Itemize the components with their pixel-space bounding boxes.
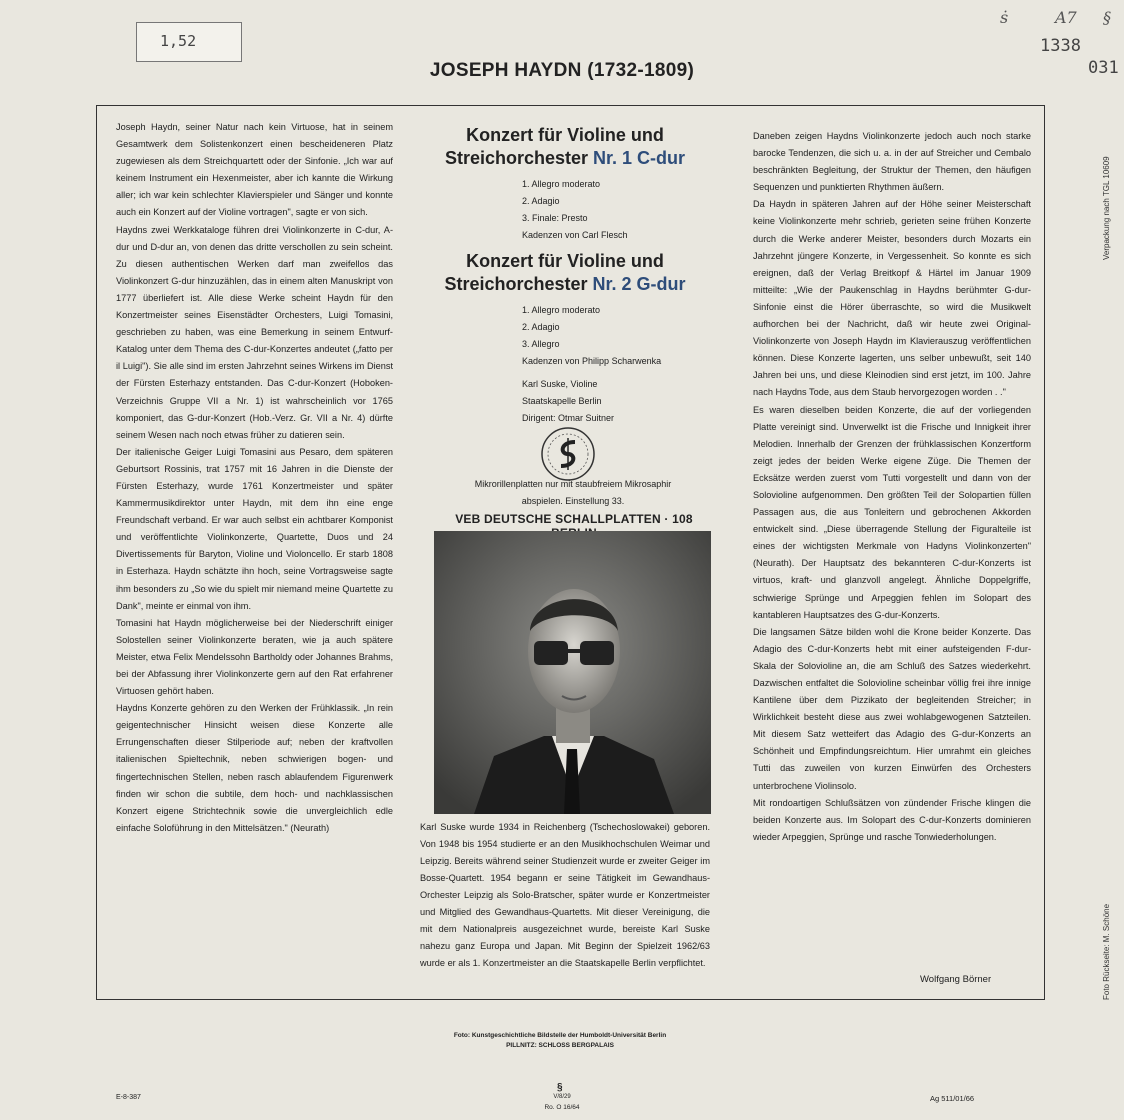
handwritten-mark-2: A7 <box>1055 8 1077 27</box>
concerto1-movement-2: 2. Adagio <box>522 196 560 206</box>
concerto1-cadenzas: Kadenzen von Carl Flesch <box>522 230 628 240</box>
performer-conductor: Dirigent: Otmar Suitner <box>522 413 615 423</box>
concerto1-title <box>420 124 710 170</box>
photo-credit-back: Foto Rückseite: M. Schöne <box>1102 903 1111 1000</box>
footer-right-code: Ag 511/01/66 <box>930 1094 975 1103</box>
right-paragraph-1: Daneben zeigen Haydns Violinkonzerte jedoch auch noch starke barocke Tendenzen, die sich u. a. in der auf Streicher und Cembalo beschränkten Begleitung, der Struktur der Themen, den häufigen Sequenzen und punktierten Rhythmen äußern. <box>753 131 1031 193</box>
artist-bio: Karl Suske wurde 1934 in Reichenberg (Tschechoslowakei) geboren. Von 1948 bis 1954 studierte er an den Musikhochschulen Weimar und Leipzig. Bereits während seiner Studienzeit wurde er zweiter Geiger im Bosse-Quartett. 1954 begann er seine Tätigkeit im Gewandhaus-Orchester Leipzig als Solo-Bratscher, später wurde er Konzertmeister und Mitglied des Gewandhaus-Quartetts. Mit dieser Vereinigung, die mit dem Nationalpreis ausgezeichnet wurde, bereiste Karl Suske nahezu ganz Europa und Japan. Mit Beginn der Spielzeit 1962/63 wurde er als 1. Konzertmeister an die Staatskapelle Berlin verpflichtet. <box>420 822 710 968</box>
label-note: Mikrorillenplatten nur mit staubfreiem Mikrosaphir abspielen. Einstellung 33. <box>474 479 672 506</box>
concerto1-movement-3: 3. Finale: Presto <box>522 213 588 223</box>
concerto1-movement-1: 1. Allegro moderato <box>522 179 601 189</box>
footer-credit-1: Foto: Kunstgeschichtliche Bildstelle der Humboldt-Universität Berlin <box>453 1032 667 1039</box>
label-logo-icon <box>540 426 596 482</box>
author-signature: Wolfgang Börner <box>920 974 992 985</box>
concerto2-title <box>420 250 710 296</box>
footer-credit-2: PILLNITZ: SCHLOSS BERGPALAIS <box>506 1042 614 1049</box>
footer-center-code-1: V/8/29 <box>553 1094 571 1100</box>
right-paragraph-5: Mit rondoartigen Schlußsätzen von zündender Frische klingen die beiden Konzerte aus. Im Solopart des C-dur-Konzerts dominieren wieder Arpeggien, Sprünge und rasche Tonwiederholungen. <box>753 797 1031 842</box>
footer-left-code: E-8-387 <box>116 1094 141 1101</box>
right-column <box>753 128 1031 846</box>
footer-center-code-2: Ro. O 16/64 <box>544 1104 580 1111</box>
footer-logo-icon: § <box>557 1082 563 1093</box>
concerto1-title-line1: Konzert für Violine und <box>466 125 664 145</box>
performer-orchestra: Staatskapelle Berlin <box>522 396 602 406</box>
concerto2-title-line1: Konzert für Violine und <box>466 251 664 271</box>
page-title: JOSEPH HAYDN (1732-1809) <box>429 60 695 81</box>
right-paragraph-2: Da Haydn in späteren Jahren auf der Höhe seiner Meisterschaft keine Violinkonzerte mehr schrieb, gerieten seine frühen Konzerte durch die Werke anderer Meister, besonders durch Mozarts ein Jahrzehnt jüngere Konzerte, in Vergessenheit. So konnte es sich ereignen, daß der Verlag Breitkopf & Härtel im Januar 1909 mitteilte: „Wie der Paukenschlag in Haydns berühmter G-dur-Sinfonie einst die Hörer überraschte, so wird die Musikwelt aufhorchen bei der Nachricht, daß wir heute zwei Original-Violinkonzerte von Joseph Haydn im Klavierauszug veröffentlichen können. Diese Konzerte lagerten, uns selber unbewußt, seit 140 Jahren bei uns, und diese Kleinodien sind erst jetzt, im 100. Jahre nach Haydns Tode, aus dem Staub hervorgezogen worden . ." <box>753 199 1031 398</box>
concerto1-number: Nr. 1 C-dur <box>593 148 686 168</box>
catalog-number-1: 1338 <box>1040 36 1081 56</box>
packaging-note: Verpackung nach TGL 10609 <box>1102 156 1111 260</box>
concerto2-movements <box>522 302 710 370</box>
right-paragraph-3: Es waren dieselben beiden Konzerte, die auf der vorliegenden Platte vereinigt sind. Unverwelkt ist die Frische und Innigkeit ihrer Melodien. Innerhalb der Grenzen der frühklassischen Konzertform zeigt jedes der beiden Werke eigene Züge. Die Themen der Ecksätze werden zuerst vom Tutti vorgestellt und dann von der Solovioline aufgenommen. Den größten Teil der Solopartien füllen Passagen aus, die aus Tonleitern und gebrochenen Akkorden entwickelt sind. „Diese überragende Stellung der Figuralteile ist eines der wichtigsten Merkmale von Hadyns Violinkonzerten" (Neurath). Der Hauptsatz des bekannteren C-dur-Konzerts ist virtuos, kraft- und glanzvoll angelegt. Ähnliche Doppelgriffe, schwierige Sprünge und Arpeggien fehlen im Solopart des kantableren Hauptsatzes des G-dur-Konzerts. <box>753 404 1031 620</box>
left-paragraph-4: Tomasini hat Haydn möglicherweise bei der Niederschrift einiger Solostellen seiner Violinkonzerte beraten, wie ja auch spätere Meister, etwa Felix Mendelssohn Bartholdy oder Johannes Brahms, bei der Abfassung ihrer Violinkonzerte gern auf den Rat erfahrener Virtuosen gehört haben. <box>116 617 393 697</box>
concerto2-movement-2: 2. Adagio <box>522 322 560 332</box>
concerto2-movement-1: 1. Allegro moderato <box>522 305 601 315</box>
left-paragraph-2: Haydns zwei Werkkataloge führen drei Violinkonzerte in C-dur, A-dur und D-dur an, von denen das dritte verschollen zu sein scheint. Zu diesen authentischen Werken darf man zweifellos das Violinkonzert G-dur hinzuzählen, das in einem alten Manuskript von 1777 überliefert ist. Alle diese Werke scheint Haydn für den Konzertmeister seines Eisenstädter Orchesters, Luigi Tomasini, geschrieben zu haben, was eine Bemerkung in seinem Entwurf-Katalog unter dem Thema des C-dur-Konzertes andeutet („fatto per il Luigi"). Sie alle sind im ersten Jahrzehnt seines Wirkens im Dienst der Fürsten Esterhazy entstanden. Das C-dur-Konzert (Hoboken-Verzeichnis Gruppe VII a Nr. 1) ist wahrscheinlich vor 1765 komponiert, das G-dur-Konzert (Hob.-Verz. Gr. VII a Nr. 4) dürfte seinem Wesen nach noch etwas früher zu datieren sein. <box>116 224 393 440</box>
concerto2-movement-3: 3. Allegro <box>522 339 560 349</box>
price-label: 1,52 <box>160 32 197 50</box>
left-paragraph-3: Der italienische Geiger Luigi Tomasini aus Pesaro, dem späteren Geburtsort Rossinis, trat 1757 mit 16 Jahren in die Dienste der Fürsten Esterhazy, wurde 1761 Konzertmeister und später Kammermusikdirektor unter Haydn, mit dem ihn eine enge Freundschaft verband. Er war auch selbst ein achtbarer Komponist und veröffentlichte Violinkonzerte, Quartette, Duos und 24 Divertissements für Baryton, Violine und Violoncello. Er starb 1808 in Esterhaza. Haydn schätzte ihn hoch, seine Vortragsweise sagte ihm besonders zu „So wie du spielt mir niemand meine Quartette zu Dank", meinte er einmal von ihm. <box>116 446 393 611</box>
concerto2-cadenzas: Kadenzen von Philipp Scharwenka <box>522 356 662 366</box>
publisher: VEB DEUTSCHE SCHALLPLATTEN · 108 <box>455 512 693 526</box>
concerto1-movements <box>522 176 710 244</box>
handwritten-mark-1: ṡ <box>1000 8 1009 27</box>
concerto1-title-line2: Streichorchester <box>444 148 589 168</box>
left-column <box>116 119 393 837</box>
right-paragraph-4: Die langsamen Sätze bilden wohl die Krone beider Konzerte. Das Adagio des C-dur-Konzerts hebt mit einer aufsteigenden F-dur-Skala der Solovioline an, die am Schluß des Satzes wiederkehrt. Dazwischen entfaltet die Solovioline scheinbar völlig frei ihre innige Kantilene über dem Pizzikato der begleitenden Streicher; in Wirklichkeit besteht diese aus zwei wohlabgewogenen Satzteilen. Mit diesem Satz wetteifert das Adagio des G-dur-Konzerts an Schönheit und Empfindungsreichtum. Hier umrahmt ein gleiches Tutti das zuweilen von kurzen Einwürfen des Orchesters unterbrochene Violinsolo. <box>753 626 1031 791</box>
artist-photo <box>434 531 711 814</box>
performers <box>522 376 710 427</box>
performer-soloist: Karl Suske, Violine <box>522 379 598 389</box>
catalog-number-2: 031 <box>1088 58 1119 78</box>
left-paragraph-1: Joseph Haydn, seiner Natur nach kein Virtuose, hat in seinem Gesamtwerk dem Solistenkonzert einen bescheideneren Platz zugewiesen als dem Streichquartett oder der Sinfonie. „Ich war auf keinem Instrument ein Hexenmeister, aber ich kannte die Wirkung aller; ich war kein schlechter Klavierspieler und Sänger und konnte auch ein Konzert auf der Violine vortragen", sagte er von sich. <box>116 122 393 218</box>
center-column <box>420 124 710 427</box>
left-paragraph-5: Haydns Konzerte gehören zu den Werken der Frühklassik. „In rein geigentechnischer Hinsicht weisen diese Konzerte alle Errungenschaften dieser Stilperiode auf; neben der kraftvollen italienischen Spieltechnik, neben schwierigen bogen- und fingertechnischen Stellen, neben rasch ablaufendem Figurenwerk finden wir schon die subtile, dem hoch- und nachklassischen Konzert eigene Strichtechnik sowie die unvergleichlich edle einfache Soloführung in den Mittelsätzen." (Neurath) <box>116 703 393 833</box>
concerto2-title-line2: Streichorchester <box>444 274 588 294</box>
handwritten-mark-3: § <box>1103 8 1111 27</box>
concerto2-number: Nr. 2 G-dur <box>592 274 686 294</box>
